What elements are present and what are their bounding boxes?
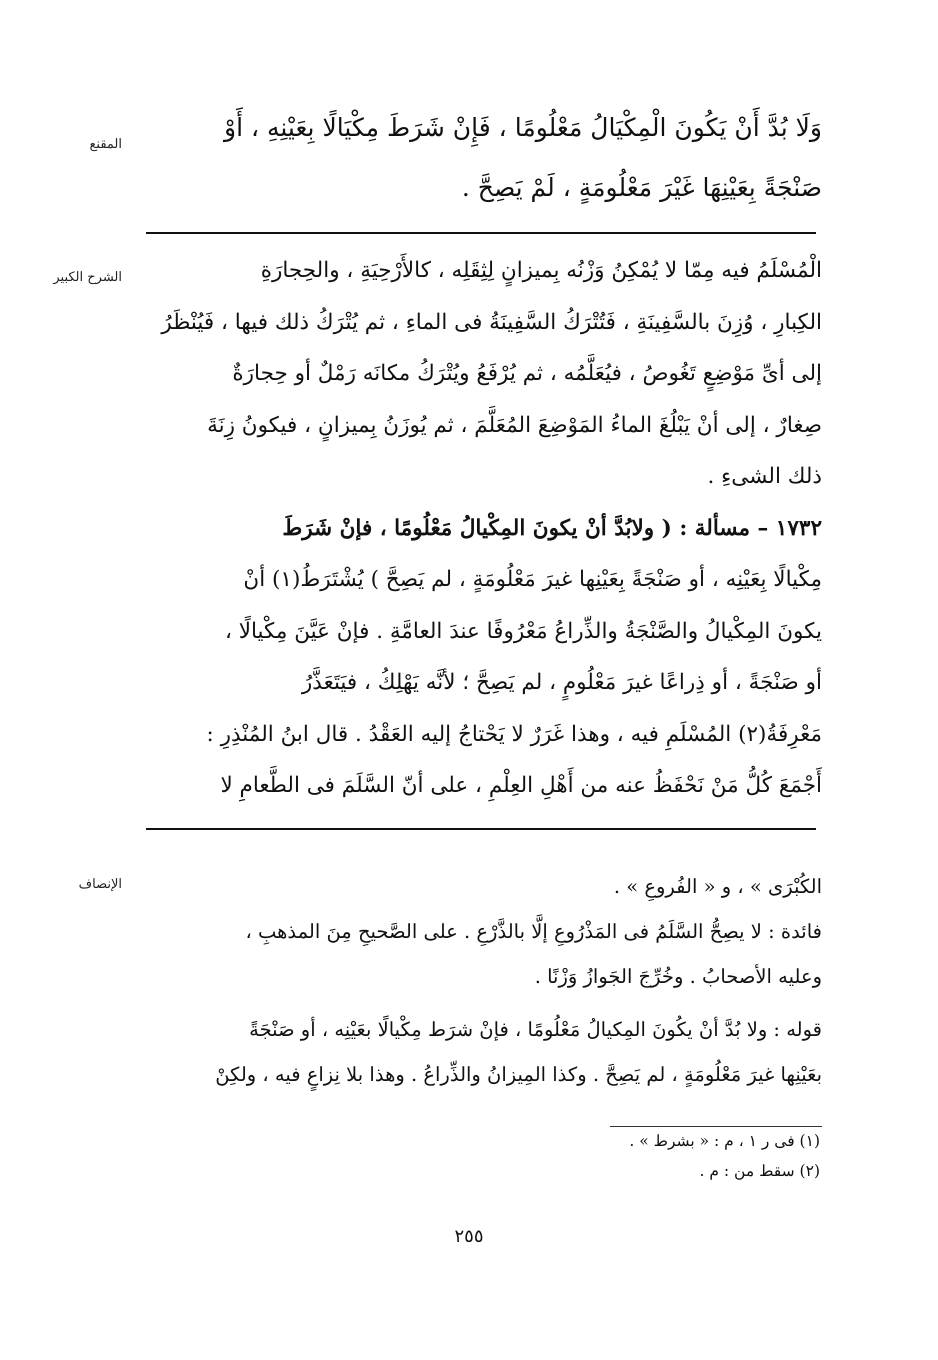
sharh-line-11: أَجْمَعَ كُلُّ مَنْ نَحْفَظُ عنه من أَهْلِ العِلْمِ ، على أنّ السَّلَمَ فى الطَّعامِ لا [220, 773, 822, 798]
sharh-masala-line: ١٧٣٢ – مسألة : ( ولابُدَّ أنْ يكونَ المِكْيالُ مَعْلُومًا ، فإنْ شَرَطَ [282, 515, 822, 541]
footnote-2: (٢) سقط من : م . [699, 1162, 820, 1180]
sharh-line-10: مَعْرِفَةُ(٢) المُسْلَمِ فيه ، وهذا غَرَرٌ لا يَحْتاجُ إليه العَقْدُ . قال ابنُ المُنْذِرِ : [206, 721, 822, 747]
page-number: ٢٥٥ [454, 1226, 484, 1247]
sharh-line-7: مِكْيالًا بِعَيْنِه ، أو صَنْجَةً بِعَيْنِها غيرَ مَعْلُومَةٍ ، لم يَصِحَّ ) يُشْتَرَطُ(١) أنْ [243, 567, 822, 592]
sharh-text [142, 245, 822, 812]
sharh-line-3: إلى أىِّ مَوْضِعٍ تَغُوصُ ، فيُعَلَّمُه ، ثم يُرْفَعُ ويُتْرَكُ مكانَه رَمْلٌ أو حِجارَةٌ [232, 361, 822, 386]
insaf-line-1: الكُبْرَى » ، و « الفُروعِ » . [613, 875, 822, 898]
insaf-line-3: وعليه الأصحابُ . وخُرِّجَ الجَوازُ وَزْنًا . [534, 965, 822, 988]
section-label-muqni: المقنع [89, 137, 122, 152]
footnote-divider [610, 1126, 822, 1127]
sharh-line-2: الكِبارِ ، وُزِنَ بالسَّفِينَةِ ، فَتُتْرَكُ السَّفِينَةُ فى الماءِ ، ثم يُتْرَكُ ذلك فيها ، فَيُنْظَرُ [161, 309, 822, 335]
sharh-line-8: يكونَ المِكْيالُ والصَّنْجَةُ والذِّراعُ مَعْرُوفًا عندَ العامَّةِ . فإنْ عَيَّنَ مِكْيالًا ، [224, 618, 822, 644]
sharh-line-5: ذلك الشىءِ . [707, 464, 822, 489]
insaf-faida-line: فائدة : لا يصِحُّ السَّلَمُ فى المَذْرُوعِ إلَّا بالذَّرْعِ . على الصَّحيحِ مِنَ المذهبِ ، [245, 920, 822, 943]
sharh-line-4: صِغارٌ ، إلى أنْ يَبْلُغَ الماءُ المَوْضِعَ المُعَلَّمَ ، ثم يُوزَنُ بِميزانٍ ، فيكونُ زِنَةَ [207, 412, 822, 438]
section-divider-2 [146, 828, 816, 830]
muqni-text [142, 98, 822, 218]
sharh-line-1: الْمُسْلَمُ فيه مِمّا لا يُمْكِنُ وَزْنُه بِميزانٍ لِثِقَلِه ، كالأَرْحِيَةِ ، والحِجارَةِ [260, 258, 822, 283]
muqni-line-2: صَنْجَةً بِعَيْنِهَا غَيْرَ مَعْلُومَةٍ ، لَمْ يَصِحَّ . [461, 173, 822, 202]
insaf-line-4: قوله : ولا بُدَّ أنْ يكُونَ المِكيالُ مَعْلُومًا ، فإنْ شرَط مِكْيالًا بعَيْنِه ، أو صَنْجَةً [249, 1018, 822, 1041]
sharh-line-9: أو صَنْجَةً ، أو ذِراعًا غيرَ مَعْلُومٍ ، لم يَصِحَّ ؛ لأنَّه يَهْلِكُ ، فيَتَعَذَّرُ [301, 670, 822, 695]
footnote-1: (١) فى ر ١ ، م : « بشرط » . [629, 1132, 820, 1150]
muqni-line-1: وَلَا بُدَّ أَنْ يَكُونَ الْمِكْيَالُ مَعْلُومًا ، فَإِنْ شَرَطَ مِكْيَالًا بِعَيْنِهِ ، أَوْ [224, 113, 822, 142]
section-divider-1 [146, 232, 816, 234]
section-label-sharh: الشرح الكبير [53, 270, 122, 285]
insaf-text [142, 864, 822, 1097]
section-label-insaf: الإنصاف [78, 877, 122, 892]
insaf-line-5: بعَيْنِها غيرَ مَعْلُومَةٍ ، لم يَصِحَّ . وكذا المِيزانُ والذِّراعُ . وهذا بلا نِزاعٍ فيه ، ولكِنْ [215, 1063, 822, 1086]
